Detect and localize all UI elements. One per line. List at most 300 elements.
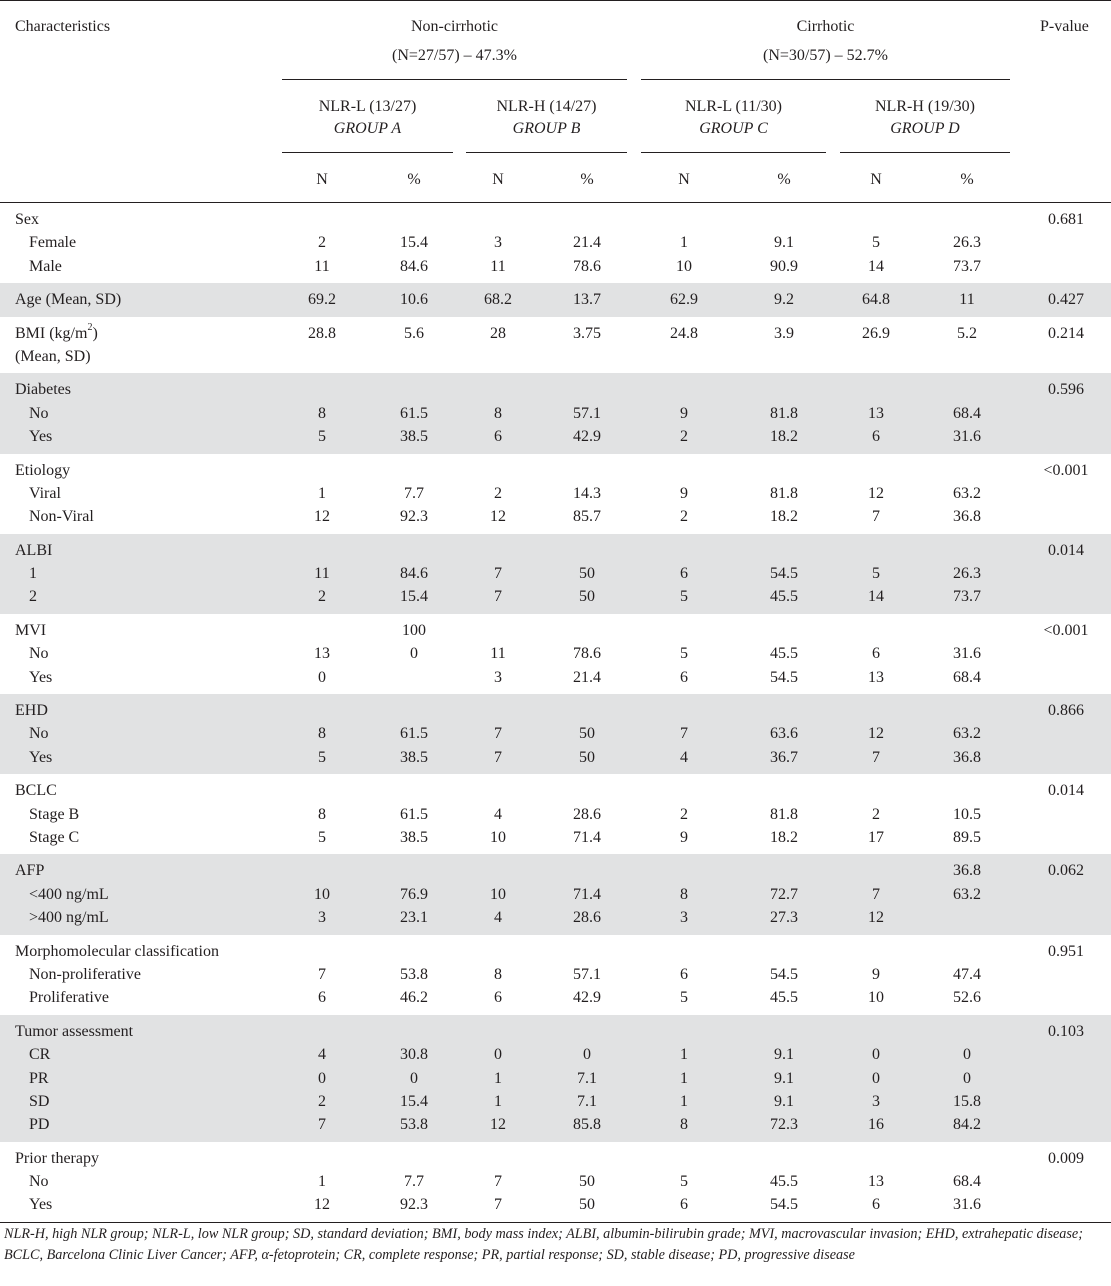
row-label-text: SD [29,1092,50,1110]
cell-pvalue: 0.214 [1048,324,1084,342]
cell-pct-c: 9.1 [774,1046,794,1064]
cell-pct-b: 85.7 [573,508,601,526]
cell-pct-a: 15.4 [400,1092,428,1110]
row-sublabel [29,883,109,906]
cell-n-d: 0 [872,1046,880,1064]
row-label [15,1147,99,1170]
cell-pct-a: 0 [410,645,418,663]
cell-pct-b: 7.1 [577,1069,597,1087]
row-label [15,378,71,401]
row-sublabel [29,1043,50,1066]
cell-n-c: 4 [680,748,688,766]
cell-pvalue: 0.427 [1048,291,1084,309]
cell-n-b: 7 [494,1196,502,1214]
cell-pct-d: 0 [963,1046,971,1064]
cell-n-d: 13 [868,1173,884,1191]
cell-pct-b: 50 [579,565,595,583]
cell-n-d: 13 [868,668,884,686]
group-c-label: NLR-L (11/30) [684,98,782,115]
cell-pct-c: 18.2 [770,428,798,446]
row-label-text: Yes [29,428,53,446]
cell-n-d: 10 [868,989,884,1007]
row-sublabel [29,425,52,448]
cell-pct-a: 7.7 [404,484,424,502]
col-n-c: N [678,171,690,188]
cell-pct-c: 18.2 [770,828,798,846]
cell-n-a: 8 [318,725,326,743]
cell-n-c: 1 [680,1069,688,1087]
row-label [15,459,70,482]
row-label-text: Morphomolecular classification [15,942,219,960]
row-label-text: (Mean, SD) [15,347,91,365]
cell-pct-a: 38.5 [400,748,428,766]
cell-n-a: 4 [318,1046,326,1064]
table-row [0,940,1111,963]
cell-pct-a: 15.4 [400,234,428,252]
row-group [0,454,1111,534]
cell-pct-b: 42.9 [573,428,601,446]
row-label-text: Male [29,257,62,275]
group-d-label: NLR-H (19/30) [875,98,975,115]
table-body [0,203,1111,1222]
row-label [15,322,98,345]
cell-pct-a: 15.4 [400,588,428,606]
cell-n-c: 6 [680,1196,688,1214]
row-label-text: 2 [29,588,37,606]
cell-n-b: 3 [494,668,502,686]
cell-n-a: 13 [314,645,330,663]
row-sublabel [29,746,52,769]
cell-pvalue: 0.596 [1048,381,1084,399]
cell-pct-b: 50 [579,1196,595,1214]
table-row [0,883,1111,906]
cell-pct-c: 54.5 [770,668,798,686]
table-row [0,231,1111,254]
table-row [0,378,1111,401]
table-row [0,826,1111,849]
cell-n-c: 7 [680,725,688,743]
cell-n-b: 28 [490,324,506,342]
cell-pct-a: 61.5 [400,725,428,743]
cell-pct-a: 5.6 [404,324,424,342]
row-group [0,774,1111,854]
cell-n-b: 1 [494,1069,502,1087]
cell-n-d: 6 [872,428,880,446]
table-row [0,482,1111,505]
cell-pct-a: 0 [410,1069,418,1087]
cell-pvalue: 0.103 [1048,1022,1084,1040]
table-row [0,666,1111,689]
cell-n-c: 6 [680,565,688,583]
cell-pct-b: 21.4 [573,234,601,252]
table-row [0,459,1111,482]
cell-n-c: 5 [680,645,688,663]
row-sublabel [29,826,79,849]
cell-n-c: 3 [680,909,688,927]
row-sublabel [29,585,37,608]
cell-pct-b: 50 [579,748,595,766]
cell-n-a: 7 [318,965,326,983]
cell-pvalue: 0.014 [1048,541,1084,559]
col-n-a: N [316,171,328,188]
cell-n-c: 10 [676,257,692,275]
cell-pct-a: 92.3 [400,508,428,526]
row-label-text: CR [29,1046,51,1064]
noncirrhotic-subtitle: (N=27/57) – 47.3% [391,47,517,64]
cell-n-b: 10 [490,885,506,903]
row-group [0,935,1111,1015]
cell-pct-d: 73.7 [953,588,981,606]
col-n-b: N [492,171,504,188]
cell-n-d: 16 [868,1116,884,1134]
cell-n-b: 4 [494,805,502,823]
row-group [0,283,1111,316]
row-label-text: No [29,1173,49,1191]
cell-n-d: 13 [868,404,884,422]
row-label [15,779,57,802]
cell-n-a: 5 [318,428,326,446]
cell-pct-a: 38.5 [400,428,428,446]
cell-pvalue: 0.009 [1048,1149,1084,1167]
cell-pct-c: 90.9 [770,257,798,275]
col-pct-b: % [580,171,594,188]
cell-pct-d: 84.2 [953,1116,981,1134]
cell-pct-c: 72.7 [770,885,798,903]
row-sublabel [29,1113,49,1136]
row-label-text: BMI (kg/m [15,324,88,342]
row-sublabel [29,1170,49,1193]
cell-pct-a: 53.8 [400,1116,428,1134]
cell-n-d: 3 [872,1092,880,1110]
table-header [0,0,1111,203]
row-label-text: Age (Mean, SD) [15,291,122,309]
cell-n-d: 9 [872,965,880,983]
cell-n-a: 11 [314,565,330,583]
group-b-label: NLR-H (14/27) [496,98,597,115]
row-label-text: PR [29,1069,49,1087]
cell-n-d: 12 [868,909,884,927]
cell-pct-d: 73.7 [953,257,981,275]
bottom-rule [0,1222,1111,1223]
cell-n-b: 12 [490,1116,506,1134]
cell-pct-a: 23.1 [400,909,428,927]
cell-n-c: 9 [680,404,688,422]
row-sublabel [29,722,49,745]
table-row [0,1193,1111,1216]
cell-pct-b: 42.9 [573,989,601,1007]
cell-n-d: 0 [872,1069,880,1087]
row-label-text: 1 [29,565,37,583]
row-label-text: >400 ng/mL [29,909,109,927]
cell-n-a: 8 [318,404,326,422]
cell-pct-b: 14.3 [573,484,601,502]
table-row [0,255,1111,278]
cell-pct-a: 100 [402,621,426,639]
group-d-name: GROUP D [890,120,960,137]
cell-pct-c: 45.5 [770,1173,798,1191]
cell-n-a: 2 [318,1092,326,1110]
cell-pct-d: 63.2 [953,484,981,502]
table-row [0,722,1111,745]
cell-n-d: 12 [868,484,884,502]
row-sublabel [29,803,79,826]
cell-pct-d: 15.8 [953,1092,981,1110]
row-sublabel [29,642,49,665]
cell-pct-b: 78.6 [573,257,601,275]
cell-n-c: 1 [680,234,688,252]
row-group [0,854,1111,934]
row-label-text: Non-proliferative [29,965,141,983]
cell-n-c: 62.9 [670,291,698,309]
row-label [15,1020,133,1043]
cell-pvalue: 0.062 [1048,862,1084,880]
noncirrhotic-rule [282,79,627,80]
cell-pct-d: 52.6 [953,989,981,1007]
cell-n-b: 2 [494,484,502,502]
group-c-rule [641,152,826,153]
cell-n-b: 4 [494,909,502,927]
cell-n-a: 28.8 [308,324,336,342]
cell-n-c: 6 [680,668,688,686]
cell-pct-b: 78.6 [573,645,601,663]
cell-n-a: 3 [318,909,326,927]
cell-n-d: 7 [872,508,880,526]
cell-pct-a: 53.8 [400,965,428,983]
cell-pct-a: 61.5 [400,805,428,823]
row-label-tail: ) [92,324,98,342]
cell-n-a: 12 [314,1196,330,1214]
table-row [0,1020,1111,1043]
cell-pvalue: <0.001 [1043,621,1089,639]
cell-n-c: 9 [680,484,688,502]
cell-pct-b: 0 [583,1046,591,1064]
table-row [0,859,1111,882]
pvalue-heading: P-value [1040,18,1089,35]
cell-n-c: 2 [680,805,688,823]
table-row [0,746,1111,769]
cell-pct-a: 10.6 [400,291,428,309]
cell-pct-b: 28.6 [573,805,601,823]
row-label-text: EHD [15,702,48,720]
table-footnote: NLR-H, high NLR group; NLR-L, low NLR group; SD, standard deviation; BMI, body mass index; ALBI, albumin-bilirubin grade; MVI, macrovascular invasion; EHD, extrahepatic disease; BCLC, Barcelona Clinic Liver Cancer; AFP, α-fetoprotein; CR, complete response; PR, partial response; SD, stable disease; PD, progressive disease [4,1226,1083,1263]
row-sublabel [29,231,76,254]
cell-pct-c: 54.5 [770,965,798,983]
row-label [15,859,44,882]
cell-pct-c: 54.5 [770,565,798,583]
cell-pct-c: 81.8 [770,484,798,502]
cell-pct-c: 81.8 [770,805,798,823]
row-label-text: Yes [29,668,53,686]
cell-n-b: 6 [494,428,502,446]
row-sublabel [29,402,49,425]
cell-pct-b: 57.1 [573,965,601,983]
row-sublabel [29,255,62,278]
cell-n-d: 64.8 [862,291,890,309]
table-row [0,1090,1111,1113]
cell-n-d: 26.9 [862,324,890,342]
cell-pct-d: 36.8 [953,748,981,766]
table-row [0,208,1111,231]
row-sublabel [29,1067,49,1090]
table-row [0,505,1111,528]
cell-n-a: 2 [318,234,326,252]
cell-pct-a: 38.5 [400,828,428,846]
row-label [15,940,219,963]
cell-pct-c: 36.7 [770,748,798,766]
cell-n-b: 0 [494,1046,502,1064]
group-a-label: NLR-L (13/27) [318,98,417,115]
cell-pvalue: 0.951 [1048,942,1084,960]
row-group [0,614,1111,694]
cell-pct-b: 85.8 [573,1116,601,1134]
cell-n-d: 14 [868,588,884,606]
table-row [0,699,1111,722]
cell-pvalue: 0.014 [1048,782,1084,800]
cell-pct-c: 63.6 [770,725,798,743]
row-sublabel [29,1193,52,1216]
cell-n-b: 11 [490,257,506,275]
row-label-text: AFP [15,862,45,880]
cell-pct-d: 68.4 [953,404,981,422]
row-label-text: No [29,725,49,743]
cell-n-c: 1 [680,1046,688,1064]
cell-n-b: 8 [494,965,502,983]
cell-n-b: 12 [490,508,506,526]
cell-n-d: 7 [872,748,880,766]
row-sublabel [29,906,109,929]
cell-n-d: 5 [872,234,880,252]
col-pct-c: % [777,171,791,188]
cell-pct-b: 7.1 [577,1092,597,1110]
row-sublabel [29,666,52,689]
cell-pct-c: 81.8 [770,404,798,422]
cell-pct-b: 28.6 [573,909,601,927]
table-row [0,402,1111,425]
cirrhotic-rule [641,79,1010,80]
table-row [0,986,1111,1009]
cell-pct-d: 89.5 [953,828,981,846]
cell-n-b: 7 [494,725,502,743]
row-sublabel [29,505,94,528]
cell-pct-b: 50 [579,588,595,606]
cell-pct-b: 3.75 [573,324,601,342]
row-label-text: Diabetes [15,381,71,399]
table-row [0,963,1111,986]
table-row [0,562,1111,585]
row-label-text: Non-Viral [29,508,94,526]
cell-pvalue: 0.866 [1048,702,1084,720]
cell-n-b: 7 [494,565,502,583]
row-label-text: Stage C [29,828,80,846]
cell-pct-c: 3.9 [774,324,794,342]
cell-pct-c: 72.3 [770,1116,798,1134]
cell-pct-d: 11 [959,291,975,309]
row-sublabel [29,562,37,585]
cell-n-c: 5 [680,989,688,1007]
row-group [0,694,1111,774]
cell-n-b: 10 [490,828,506,846]
cell-n-d: 5 [872,565,880,583]
cell-pct-a: 7.7 [404,1173,424,1191]
cell-n-d: 6 [872,645,880,663]
cell-pct-c: 45.5 [770,588,798,606]
cell-n-a: 0 [318,668,326,686]
row-label-text: MVI [15,621,47,639]
row-label [15,699,48,722]
cell-n-b: 3 [494,234,502,252]
cell-pct-c: 9.1 [774,1092,794,1110]
cell-n-a: 8 [318,805,326,823]
table-row [0,322,1111,345]
noncirrhotic-title: Non-cirrhotic [410,18,499,35]
table-row [0,539,1111,562]
cell-n-d: 14 [868,257,884,275]
row-label [15,345,91,368]
cell-pct-d: 26.3 [953,565,981,583]
cell-n-c: 9 [680,828,688,846]
row-label [15,288,121,311]
table-row [0,1067,1111,1090]
table-row [0,619,1111,642]
cell-n-a: 5 [318,828,326,846]
cell-pct-b: 71.4 [573,885,601,903]
cell-n-d: 17 [868,828,884,846]
group-c-name: GROUP C [699,120,768,137]
row-label-text: Tumor assessment [15,1022,134,1040]
row-group [0,1015,1111,1142]
cell-n-c: 5 [680,1173,688,1191]
cell-pct-d: 36.8 [953,508,981,526]
group-a-rule [282,152,453,153]
cell-n-c: 24.8 [670,324,698,342]
cirrhotic-title: Cirrhotic [796,18,855,35]
cell-pct-c: 9.2 [774,291,794,309]
row-label [15,208,39,231]
cell-pct-d: 68.4 [953,668,981,686]
cell-pct-d: 63.2 [953,725,981,743]
table-row [0,1043,1111,1066]
cell-n-b: 8 [494,404,502,422]
group-b-rule [466,152,627,153]
col-n-d: N [870,171,882,188]
table-row [0,425,1111,448]
row-label-text: PD [29,1116,50,1134]
col-pct-a: % [407,171,421,188]
cell-pct-c: 18.2 [770,508,798,526]
row-sublabel [29,986,109,1009]
cell-n-c: 5 [680,588,688,606]
row-label-text: Sex [15,211,39,228]
cell-n-a: 1 [318,484,326,502]
cell-pct-d: 31.6 [953,645,981,663]
cell-n-a: 5 [318,748,326,766]
group-d-rule [840,152,1010,153]
table-row [0,642,1111,665]
cell-pct-a: 84.6 [400,565,428,583]
top-rule [0,0,1111,1]
cell-n-c: 2 [680,508,688,526]
cell-pct-c: 9.1 [774,234,794,252]
cell-pct-d: 68.4 [953,1173,981,1191]
cell-pct-b: 71.4 [573,828,601,846]
cell-pct-b: 50 [579,1173,595,1191]
cell-pct-c: 27.3 [770,909,798,927]
table-row [0,1113,1111,1136]
cell-pct-d: 31.6 [953,428,981,446]
row-label-text: <400 ng/mL [29,885,109,903]
cell-n-a: 10 [314,885,330,903]
cell-pct-a: 46.2 [400,989,428,1007]
